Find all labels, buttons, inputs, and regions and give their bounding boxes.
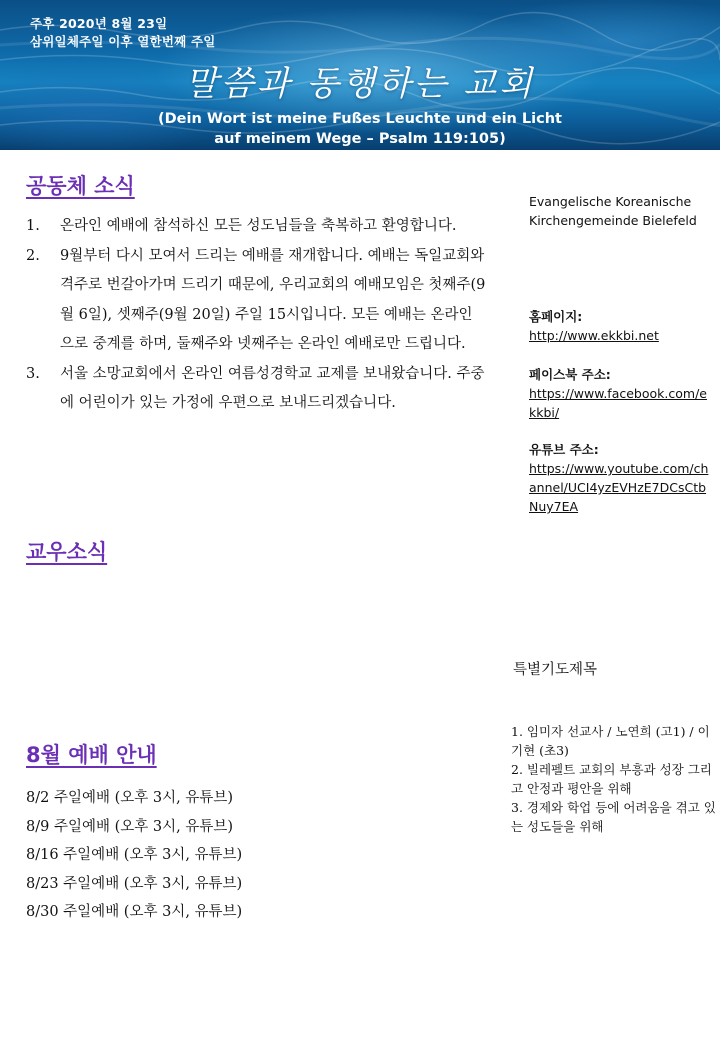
prayer-requests-list [511, 722, 716, 836]
worship-schedule-heading: 8월 예배 안내 [26, 743, 157, 767]
homepage-block [529, 307, 714, 345]
list-item: 8/23 주일예배 (오후 3시, 유튜브) [26, 875, 243, 892]
youtube-link[interactable]: https://www.youtube.com/channel/UCI4yzEVHzE7DCsCtbNuy7EA [529, 461, 709, 514]
item-number: 2. [26, 247, 40, 264]
list-item: 8/9 주일예배 (오후 3시, 유튜브) [26, 818, 233, 835]
page-title: 말씀과 동행하는 교회 [184, 64, 536, 104]
service-date: 주후 2020년 8월 23일 [30, 16, 168, 31]
youtube-label: 유튜브 주소: [529, 442, 599, 457]
item-number: 1. [26, 218, 40, 234]
header-banner [0, 0, 720, 150]
homepage-label: 홈페이지: [529, 309, 583, 324]
list-item [26, 242, 486, 360]
facebook-link[interactable]: https://www.facebook.com/ekkbi/ [529, 386, 707, 420]
list-item: 3. 경제와 학업 등에 어려움을 겪고 있는 성도들을 위해 [511, 800, 716, 834]
church-name: Evangelische Koreanische Kirchengemeinde Bielefeld [529, 194, 697, 228]
list-item [26, 360, 486, 419]
bible-verse: (Dein Wort ist meine Fußes Leuchte und ein Licht auf meinem Wege – Psalm 119:105) [158, 111, 562, 147]
prayer-requests-heading: 특별기도제목 [513, 662, 598, 678]
community-news-list [26, 212, 486, 419]
item-text: 9월부터 다시 모여서 드리는 예배를 재개합니다. 예배는 독일교회와 격주로 번갈아가며 드리기 때문에, 우리교회의 예배모임은 첫째주(9월 6일), 셋째주(9월 20일) 주일 15시입니다. 모든 예배는 온라인으로 중계를 하며, 둘째주와 넷째주는 온라인 예배로만 드립니다. [60, 247, 486, 352]
item-text: 온라인 예배에 참석하신 모든 성도님들을 축복하고 환영합니다. [60, 218, 457, 234]
list-item: 8/2 주일예배 (오후 3시, 유튜브) [26, 790, 233, 806]
community-news-heading: 공동체 소식 [26, 174, 135, 198]
facebook-label: 페이스북 주소: [529, 367, 611, 382]
homepage-link[interactable]: http://www.ekkbi.net [529, 328, 659, 343]
list-item: 1. 임미자 선교사 / 노연희 (고1) / 이기현 (초3) [511, 724, 710, 758]
member-news-heading: 교우소식 [26, 540, 108, 564]
worship-schedule-list [26, 784, 242, 927]
list-item: 8/16 주일예배 (오후 3시, 유튜브) [26, 847, 243, 863]
item-text: 서울 소망교회에서 온라인 여름성경학교 교제를 보내왔습니다. 주중에 어린이가 있는 가정에 우편으로 보내드리겠습니다. [60, 365, 485, 411]
list-item: 8/30 주일예배 (오후 3시, 유튜브) [26, 904, 243, 920]
list-item: 2. 빌레펠트 교회의 부흥과 성장 그리고 안정과 평안을 위해 [511, 762, 712, 796]
facebook-block [529, 365, 714, 422]
liturgical-sunday: 삼위일체주일 이후 열한번째 주일 [30, 34, 216, 49]
item-number: 3. [26, 365, 40, 382]
youtube-block [529, 440, 714, 516]
list-item [26, 212, 486, 242]
